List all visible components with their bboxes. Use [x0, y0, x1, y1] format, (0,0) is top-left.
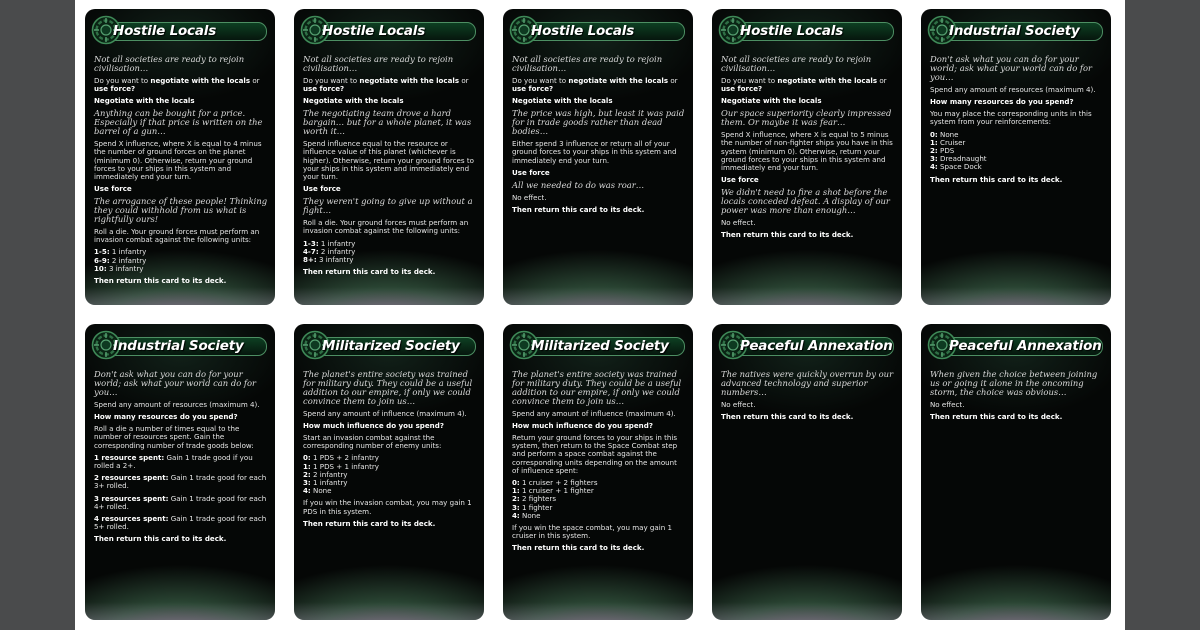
rules-text: Spend X influence, where X is equal to 4 minus the number of ground forces on the planet (minimum 0). Otherwise, return your ground forces to your ships in this system and immediately end your turn. — [94, 139, 262, 181]
card-header — [509, 15, 687, 45]
rules-text: Roll a die. Your ground forces must perform an invasion combat against the following units: — [303, 218, 469, 236]
outcome-key: 2: — [303, 469, 311, 479]
flavor-text: Not all societies are ready to rejoin civilisation… — [721, 54, 872, 73]
outcome-key: 1: — [303, 461, 311, 471]
flavor-text: Not all societies are ready to rejoin civilisation… — [94, 54, 245, 73]
choice-question — [512, 77, 686, 93]
question-text: Do you want to — [94, 75, 151, 85]
card-header — [300, 15, 478, 45]
outcome-row — [94, 454, 268, 470]
rules-heading: Negotiate with the locals — [303, 96, 404, 106]
card-body — [721, 370, 895, 425]
outcome-key: 3: — [930, 154, 938, 164]
card-header — [91, 15, 269, 45]
question-text: or — [668, 75, 678, 85]
option-force: use force? — [303, 84, 345, 94]
outcome-value: Gain 1 trade good for each 3+ rolled. — [94, 473, 267, 491]
rules-text: Spend any amount of influence (maximum 4). — [303, 408, 467, 418]
option-negotiate: negotiate with the locals — [568, 75, 669, 85]
rules-text: Spend influence equal to the resource or influence value of this planet (whichever is higher). Otherwise, return your ground forces to your ships in this system and immediately end your turn. — [303, 139, 474, 181]
outcome-row — [94, 474, 268, 490]
rules-text: Spend any amount of resources (maximum 4). — [94, 399, 260, 409]
outcome-value: Gain 1 trade good for each 4+ rolled. — [94, 493, 267, 511]
card-title: Industrial Society — [113, 338, 244, 354]
rules-text: If you win the invasion combat, you may gain 1 PDS in this system. — [303, 498, 472, 516]
card-title: Peaceful Annexation — [740, 338, 893, 354]
rules-heading: Then return this card to its deck. — [930, 174, 1063, 184]
rules-heading: Then return this card to its deck. — [721, 411, 854, 421]
card-body — [303, 55, 477, 280]
card-title: Hostile Locals — [322, 23, 426, 39]
outcome-key: 0: — [930, 129, 938, 139]
outcome-key: 8+: — [303, 254, 317, 264]
flavor-text: The arrogance of these people! Thinking they could withhold from us what is rightfully ours! — [94, 196, 268, 225]
rules-heading: Then return this card to its deck. — [512, 205, 645, 215]
outcome-key: 4: — [303, 486, 311, 496]
event-card — [712, 324, 902, 620]
card-title: Hostile Locals — [531, 23, 635, 39]
question-text: or — [459, 75, 469, 85]
event-card — [294, 324, 484, 620]
card-sheet — [75, 0, 1125, 630]
rules-heading: Then return this card to its deck. — [930, 411, 1063, 421]
rules-heading: Negotiate with the locals — [721, 96, 822, 106]
event-card — [712, 9, 902, 305]
rules-heading: Then return this card to its deck. — [721, 230, 854, 240]
card-header — [927, 330, 1105, 360]
outcome-row — [930, 139, 1104, 147]
flavor-text: Don't ask what you can do for your world; ask what your world can do for you… — [930, 54, 1093, 82]
outcome-key: 1 resource spent: — [94, 452, 165, 462]
card-body — [303, 370, 477, 532]
option-negotiate: negotiate with the locals — [150, 75, 251, 85]
rules-heading: Then return this card to its deck. — [94, 534, 227, 544]
outcome-key: 3 resources spent: — [94, 493, 169, 503]
flavor-text: The natives were quickly overrun by our advanced technology and superior numbers… — [721, 369, 894, 397]
event-card — [85, 9, 275, 305]
rules-text: Return your ground forces to your ships in this system, then return to the Space Combat step and perform a space combat against the corresponding units depending on the amount of influence spent: — [512, 433, 678, 475]
outcome-value: 1 infantry — [318, 238, 356, 248]
card-header — [927, 15, 1105, 45]
outcome-row — [303, 487, 477, 495]
rules-heading: Use force — [94, 184, 132, 194]
rules-text: No effect. — [512, 192, 547, 202]
outcome-value: Cruiser — [937, 137, 966, 147]
card-header — [91, 330, 269, 360]
rules-heading: Use force — [303, 184, 341, 194]
outcome-key: 2: — [512, 494, 520, 504]
flavor-text: When given the choice between joining us or going it alone in the oncoming storm, the choice was obvious… — [930, 369, 1098, 397]
choice-question — [303, 77, 477, 93]
outcome-value: 1 infantry — [109, 247, 147, 257]
outcome-value: 3 infantry — [106, 263, 144, 273]
outcome-key: 1: — [512, 486, 520, 496]
rules-heading: Negotiate with the locals — [512, 96, 613, 106]
card-header — [300, 330, 478, 360]
rules-heading: Use force — [512, 167, 550, 177]
outcome-list — [94, 248, 268, 273]
rules-text: If you win the space combat, you may gain 1 cruiser in this system. — [512, 523, 672, 541]
outcome-value: Gain 1 trade good for each 5+ rolled. — [94, 513, 267, 532]
card-header — [509, 330, 687, 360]
outcome-key: 0: — [303, 453, 311, 463]
question-text: Do you want to — [721, 75, 778, 85]
card-title: Hostile Locals — [740, 23, 844, 39]
event-card — [921, 9, 1111, 305]
outcome-row — [94, 515, 268, 531]
flavor-text: Anything can be bought for a price. Especially if that price is written on the barrel of a gun… — [94, 108, 263, 137]
flavor-text: The planet's entire society was trained for military duty. They could be a useful addition to our empire, if only we could convince them to join us… — [303, 369, 473, 406]
outcome-value: 1 fighter — [519, 502, 553, 512]
card-title: Militarized Society — [322, 338, 460, 354]
outcome-key: 1-3: — [303, 238, 319, 248]
option-force: use force? — [512, 84, 554, 94]
card-body — [94, 55, 268, 289]
card-body — [94, 370, 268, 548]
flavor-text: The planet's entire society was trained for military duty. They could be a useful addition to our empire, if only we could convince them to join us… — [512, 369, 682, 406]
flavor-text: All we needed to do was roar… — [512, 179, 645, 190]
rules-text: Spend X influence, where X is equal to 5 minus the number of non-fighter ships you have in this system (minimum 0). Otherwise, return your ground forces to your ships in this system and immediately end your turn. — [721, 130, 893, 173]
rules-text: Spend any amount of resources (maximum 4). — [930, 84, 1096, 94]
outcome-key: 2: — [930, 145, 938, 155]
question-text: Do you want to — [303, 75, 360, 85]
flavor-text: Not all societies are ready to rejoin civilisation… — [303, 54, 454, 73]
rules-text: No effect. — [721, 218, 756, 228]
question-text: Do you want to — [512, 75, 569, 85]
flavor-text: Not all societies are ready to rejoin civilisation… — [512, 54, 663, 73]
rules-text: Start an invasion combat against the corresponding number of enemy units: — [303, 433, 442, 451]
choice-question — [94, 77, 268, 93]
outcome-key: 0: — [512, 478, 520, 488]
outcome-key: 4: — [930, 162, 938, 172]
rules-text: No effect. — [930, 399, 965, 409]
outcome-value: 2 fighters — [519, 494, 557, 504]
outcome-value: PDS — [937, 145, 955, 155]
rules-heading: How many resources do you spend? — [94, 411, 238, 421]
question-text: or — [250, 75, 260, 85]
outcome-key: 1: — [930, 137, 938, 147]
rules-text: Roll a die. Your ground forces must perform an invasion combat against the following units: — [94, 227, 260, 245]
event-card — [921, 324, 1111, 620]
flavor-text: The price was high, but least it was paid for in trade goods rather than dead bodies… — [512, 108, 685, 137]
outcome-key: 4-7: — [303, 246, 319, 256]
event-card — [503, 9, 693, 305]
rules-text: Roll a die a number of times equal to the number of resources spent. Gain the corresponding number of trade goods below: — [94, 424, 254, 450]
event-card — [85, 324, 275, 620]
outcome-key: 10: — [94, 263, 107, 273]
rules-heading: Then return this card to its deck. — [512, 543, 645, 553]
outcome-list — [303, 454, 477, 495]
outcome-key: 4 resources spent: — [94, 513, 169, 523]
rules-heading: Then return this card to its deck. — [94, 276, 227, 286]
outcome-key: 6-9: — [94, 255, 110, 265]
outcome-row — [94, 495, 268, 511]
outcome-list — [303, 240, 477, 265]
outcome-value: 1 cruiser + 2 fighters — [519, 478, 598, 488]
outcome-value: Dreadnaught — [937, 154, 987, 164]
rules-heading: Then return this card to its deck. — [303, 267, 436, 277]
outcome-key: 3: — [512, 502, 520, 512]
flavor-text: They weren't going to give up without a fight… — [303, 196, 473, 216]
outcome-key: 1-5: — [94, 247, 110, 257]
card-header — [718, 15, 896, 45]
outcome-key: 2 resources spent: — [94, 473, 169, 483]
card-title: Peaceful Annexation — [949, 338, 1102, 354]
rules-heading: How many resources do you spend? — [930, 96, 1074, 106]
outcome-row — [512, 512, 686, 520]
outcome-value: 1 cruiser + 1 fighter — [519, 486, 594, 496]
outcome-row — [930, 163, 1104, 171]
question-text: or — [877, 75, 887, 85]
outcome-row — [303, 256, 477, 264]
flavor-text: Our space superiority clearly impressed them. Or maybe it was fear… — [721, 108, 892, 128]
rules-heading: Negotiate with the locals — [94, 96, 195, 106]
card-title: Industrial Society — [949, 23, 1080, 39]
card-body — [721, 55, 895, 244]
card-body — [930, 55, 1104, 188]
option-force: use force? — [94, 84, 136, 94]
option-negotiate: negotiate with the locals — [777, 75, 878, 85]
outcome-value: None — [937, 129, 959, 139]
outcome-value: 2 infantry — [109, 255, 147, 265]
outcome-value: Space Dock — [937, 162, 982, 172]
outcome-row — [94, 265, 268, 273]
outcome-value: 1 infantry — [310, 478, 348, 488]
rules-text: You may place the corresponding units in this system from your reinforcements: — [930, 109, 1092, 127]
rules-text: No effect. — [721, 399, 756, 409]
rules-heading: Then return this card to its deck. — [303, 518, 436, 528]
outcome-value: 1 PDS + 2 infantry — [310, 453, 379, 463]
card-body — [930, 370, 1104, 425]
option-force: use force? — [721, 84, 763, 94]
rules-text: Spend any amount of influence (maximum 4). — [512, 408, 676, 418]
flavor-text: The negotiating team drove a hard bargain… but for a whole planet, it was worth it… — [303, 108, 472, 137]
rules-heading: Use force — [721, 175, 759, 185]
card-body — [512, 55, 686, 218]
card-title: Militarized Society — [531, 338, 669, 354]
outcome-key: 3: — [303, 478, 311, 488]
event-card — [503, 324, 693, 620]
card-body — [512, 370, 686, 557]
rules-heading: How much influence do you spend? — [303, 420, 444, 430]
outcome-list — [512, 479, 686, 520]
outcome-value: 1 PDS + 1 infantry — [310, 461, 379, 471]
flavor-text: We didn't need to fire a shot before the locals conceded defeat. A display of our power was more than enough… — [721, 187, 890, 216]
outcome-value: 2 infantry — [318, 246, 356, 256]
outcome-value: 3 infantry — [316, 254, 354, 264]
flavor-text: Don't ask what you can do for your world; ask what your world can do for you… — [94, 369, 257, 397]
outcome-key: 4: — [512, 510, 520, 520]
outcome-value: 2 infantry — [310, 469, 348, 479]
event-card — [294, 9, 484, 305]
outcome-value: None — [310, 486, 332, 496]
outcome-value: None — [519, 510, 541, 520]
rules-text: Either spend 3 influence or return all of your ground forces to your ships in this system and immediately end your turn. — [512, 139, 677, 165]
option-negotiate: negotiate with the locals — [359, 75, 460, 85]
card-title: Hostile Locals — [113, 23, 217, 39]
choice-question — [721, 77, 895, 93]
outcome-value: Gain 1 trade good if you rolled a 2+. — [94, 452, 253, 470]
outcome-list — [930, 131, 1104, 172]
card-header — [718, 330, 896, 360]
rules-heading: How much influence do you spend? — [512, 420, 653, 430]
